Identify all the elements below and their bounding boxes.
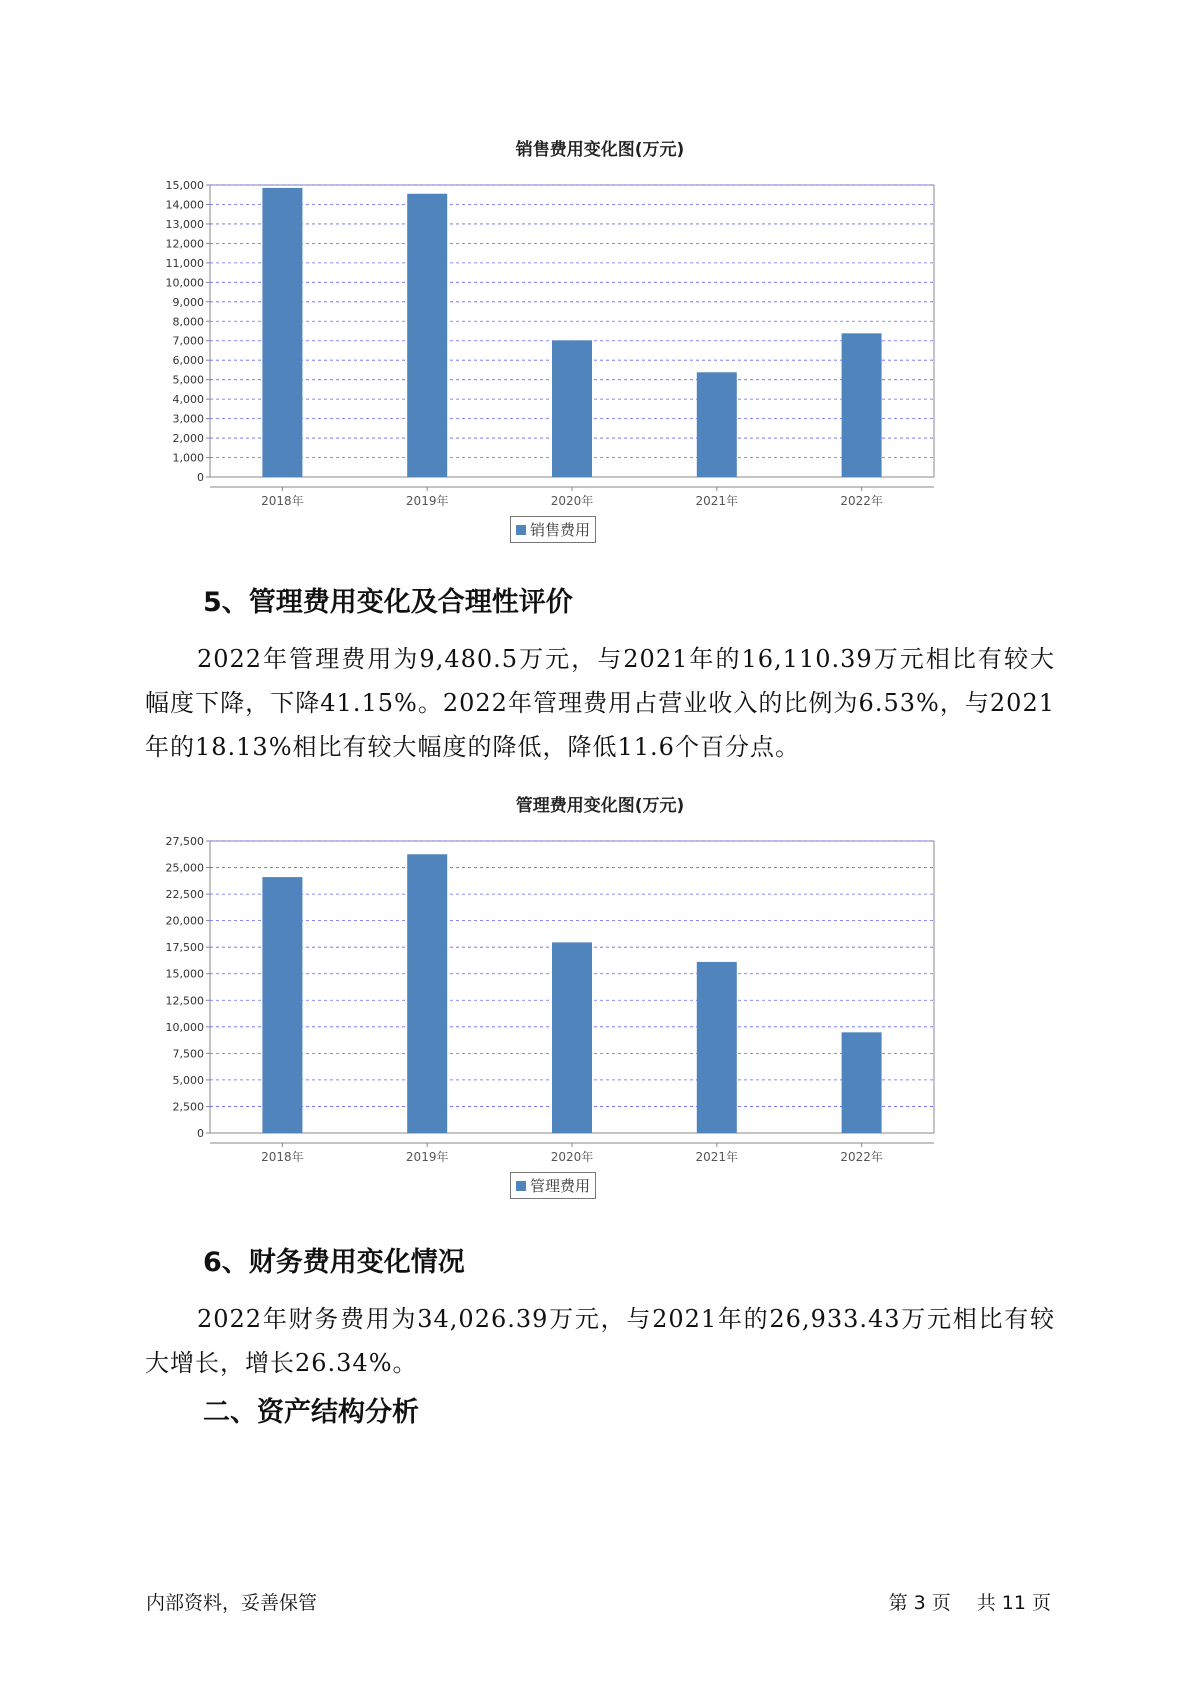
x-tick-label: 2018年 [261,1150,304,1164]
legend-swatch [516,1181,526,1191]
bar [552,942,592,1133]
y-tick-label: 6,000 [172,354,204,368]
bar [407,194,447,477]
page-spacer [957,1588,971,1615]
page-total: 共 11 页 [976,1592,1051,1614]
section-5-paragraph [145,637,1055,769]
footer-note: 内部资料，妥善保管 [146,1592,318,1614]
y-tick-label: 20,000 [165,914,204,928]
section-5-heading: 5、管理费用变化及合理性评价 [203,587,573,618]
y-tick-label: 10,000 [165,276,204,290]
chart-legend [510,1172,596,1199]
bar [697,372,737,477]
section-6-paragraph [145,1297,1055,1385]
page-number: 第 3 页 [888,1592,951,1614]
y-tick-label: 5,000 [172,373,204,387]
chart-svg [150,170,1050,550]
y-tick-label: 10,000 [165,1020,204,1034]
y-tick-label: 13,000 [165,217,204,231]
x-tick-label: 2020年 [550,1150,594,1164]
y-tick-label: 15,000 [165,179,204,192]
bar [262,877,302,1133]
y-tick-label: 11,000 [165,256,204,270]
chart-title: 管理费用变化图(万元) [515,796,685,816]
y-tick-label: 12,000 [165,237,204,251]
bar [407,854,447,1133]
y-tick-label: 12,500 [165,994,204,1008]
x-tick-label: 2022年 [840,494,883,508]
bar [697,962,737,1133]
y-tick-label: 4,000 [172,393,204,407]
y-tick-label: 7,500 [172,1047,204,1061]
y-tick-label: 25,000 [165,861,204,875]
y-tick-label: 2,500 [172,1100,204,1114]
bar [842,333,882,477]
legend-swatch [516,525,526,535]
admin-expense-chart [150,786,1050,1206]
bar [552,340,592,477]
x-tick-label: 2021年 [695,494,739,508]
section-6-heading: 6、财务费用变化情况 [203,1247,465,1278]
x-tick-label: 2018年 [261,494,304,508]
y-tick-label: 7,000 [172,334,204,348]
y-tick-label: 3,000 [172,412,204,426]
legend-label: 销售费用 [530,521,591,539]
x-tick-label: 2022年 [840,1150,883,1164]
y-tick-label: 22,500 [165,888,204,902]
chart-title: 销售费用变化图(万元) [515,140,685,160]
section-6-text: 2022年财务费用为34,026.39万元，与2021年的26,933.43万元相比有较大增长，增长26.34%。 [145,1305,1055,1377]
chart-legend [510,516,596,543]
y-tick-label: 0 [197,471,204,484]
y-tick-label: 0 [197,1127,204,1140]
bar [262,188,302,477]
y-tick-label: 8,000 [172,315,204,329]
x-tick-label: 2019年 [405,1150,449,1164]
section-two-heading: 二、资产结构分析 [203,1397,419,1428]
x-tick-label: 2020年 [550,494,594,508]
x-tick-label: 2021年 [695,1150,739,1164]
y-tick-label: 5,000 [172,1073,204,1087]
section-5-text: 2022年管理费用为9,480.5万元，与2021年的16,110.39万元相比有较大幅度下降，下降41.15%。2022年管理费用占营业收入的比例为6.53%，与2021年的18.13%相比有较大幅度的降低，降低11.6个百分点。 [145,645,1055,761]
y-tick-label: 2,000 [172,432,204,446]
legend-label: 管理费用 [530,1177,591,1195]
y-tick-label: 14,000 [165,198,204,212]
y-tick-label: 17,500 [165,941,204,955]
x-tick-label: 2019年 [405,494,449,508]
footer-page-info [889,1588,1051,1615]
y-tick-label: 15,000 [165,967,204,981]
y-tick-label: 9,000 [172,295,204,309]
y-tick-label: 1,000 [172,451,204,465]
bar [842,1032,882,1133]
y-tick-label: 27,500 [165,835,204,848]
chart-svg [150,826,1050,1206]
sales-expense-chart [150,130,1050,550]
